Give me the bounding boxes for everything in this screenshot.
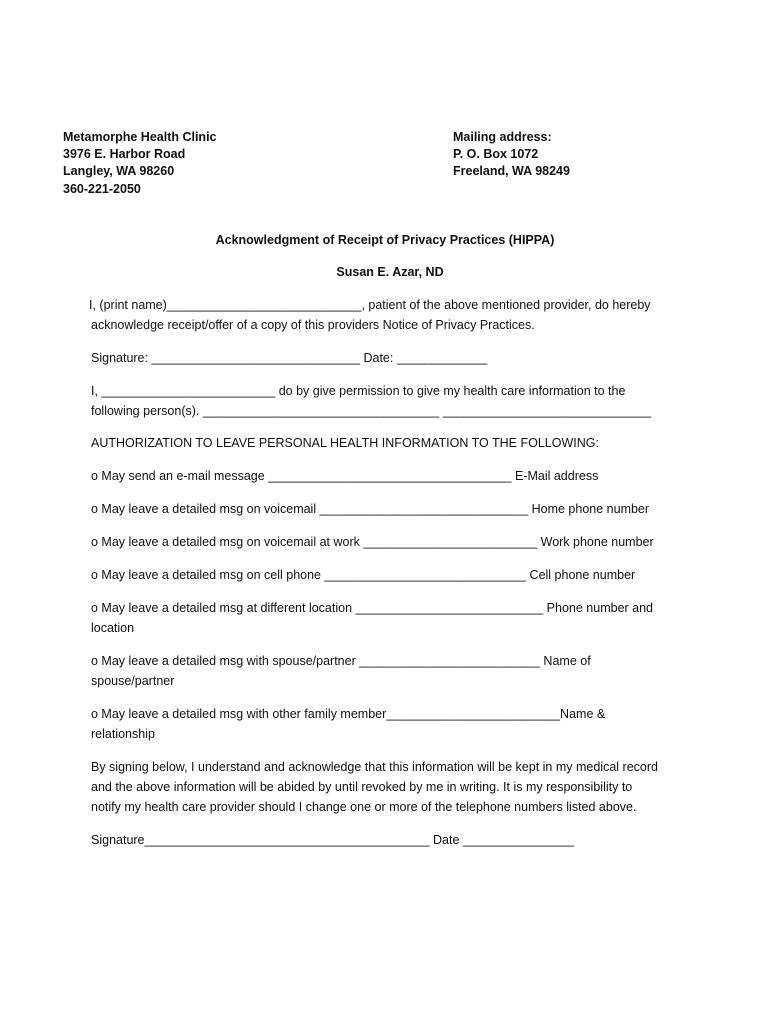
authorization-heading-text: AUTHORIZATION TO LEAVE PERSONAL HEALTH INFORMATION TO THE FOLLOWING: [91,436,599,450]
form-title: Acknowledgment of Receipt of Privacy Practices (HIPPA) [215,233,555,247]
final-signature-field [91,830,691,850]
option-cell-text: o May leave a detailed msg on cell phone _____________________________ Cell phone number [91,568,636,582]
option-spouse-line-2: spouse/partner [91,674,175,688]
closing-line-2: and the above information will be abided by until revoked by me in writing. It is my responsibility to [91,780,633,794]
mailing-heading: Mailing address: [453,130,552,144]
option-family-member [91,704,691,744]
option-different-location [91,598,691,638]
clinic-address-block [63,129,217,198]
option-spouse [91,651,691,691]
mailing-po-box: P. O. Box 1072 [453,147,539,162]
option-home-text: o May leave a detailed msg on voicemail ______________________________ Home phone number [91,502,650,516]
permission-paragraph [91,381,691,421]
option-different-line-1: o May leave a detailed msg at different location ___________________________ Phone number and [91,601,654,615]
closing-line-3: notify my health care provider should I change one or more of the telephone numbers listed above. [91,800,637,814]
closing-line-1: By signing below, I understand and acknowledge that this information will be kept in my medical record [91,760,658,774]
option-cell-phone [91,565,691,585]
clinic-street: 3976 E. Harbor Road [63,147,186,162]
option-family-line-1: o May leave a detailed msg with other family member_________________________Name & [91,707,606,721]
closing-paragraph [91,757,691,817]
option-family-line-2: relationship [91,727,155,741]
clinic-city: Langley, WA 98260 [63,164,175,179]
clinic-name: Metamorphe Health Clinic [63,130,217,144]
mailing-address-block [453,129,570,181]
option-email-text: o May send an e-mail message ___________________________________ E-Mail address [91,469,599,483]
clinic-phone: 360-221-2050 [63,181,141,196]
ack-line-2: acknowledge receipt/offer of a copy of this providers Notice of Privacy Practices. [91,318,535,332]
authorization-heading [91,433,691,453]
provider-name: Susan E. Azar, ND [336,265,444,279]
option-work-phone [91,532,691,552]
option-email [91,466,691,486]
acknowledgment-paragraph [91,295,691,335]
signature-date-line: Signature: ______________________________ Date: _____________ [91,351,488,365]
permission-line-2: following person(s). __________________________________ ______________________________ [91,404,652,418]
permission-line-1: I, _________________________ do by give permission to give my health care information to the [91,384,626,398]
option-spouse-line-1: o May leave a detailed msg with spouse/partner __________________________ Name of [91,654,591,668]
ack-line-1: I, (print name)____________________________, patient of the above mentioned provider, do hereby [89,298,651,312]
final-signature-line: Signature_________________________________________ Date ________________ [91,833,575,847]
mailing-city: Freeland, WA 98249 [453,164,570,179]
option-different-line-2: location [91,621,135,635]
signature-date-field [91,348,691,368]
option-home-phone [91,499,691,519]
option-work-text: o May leave a detailed msg on voicemail at work _________________________ Work phone number [91,535,654,549]
